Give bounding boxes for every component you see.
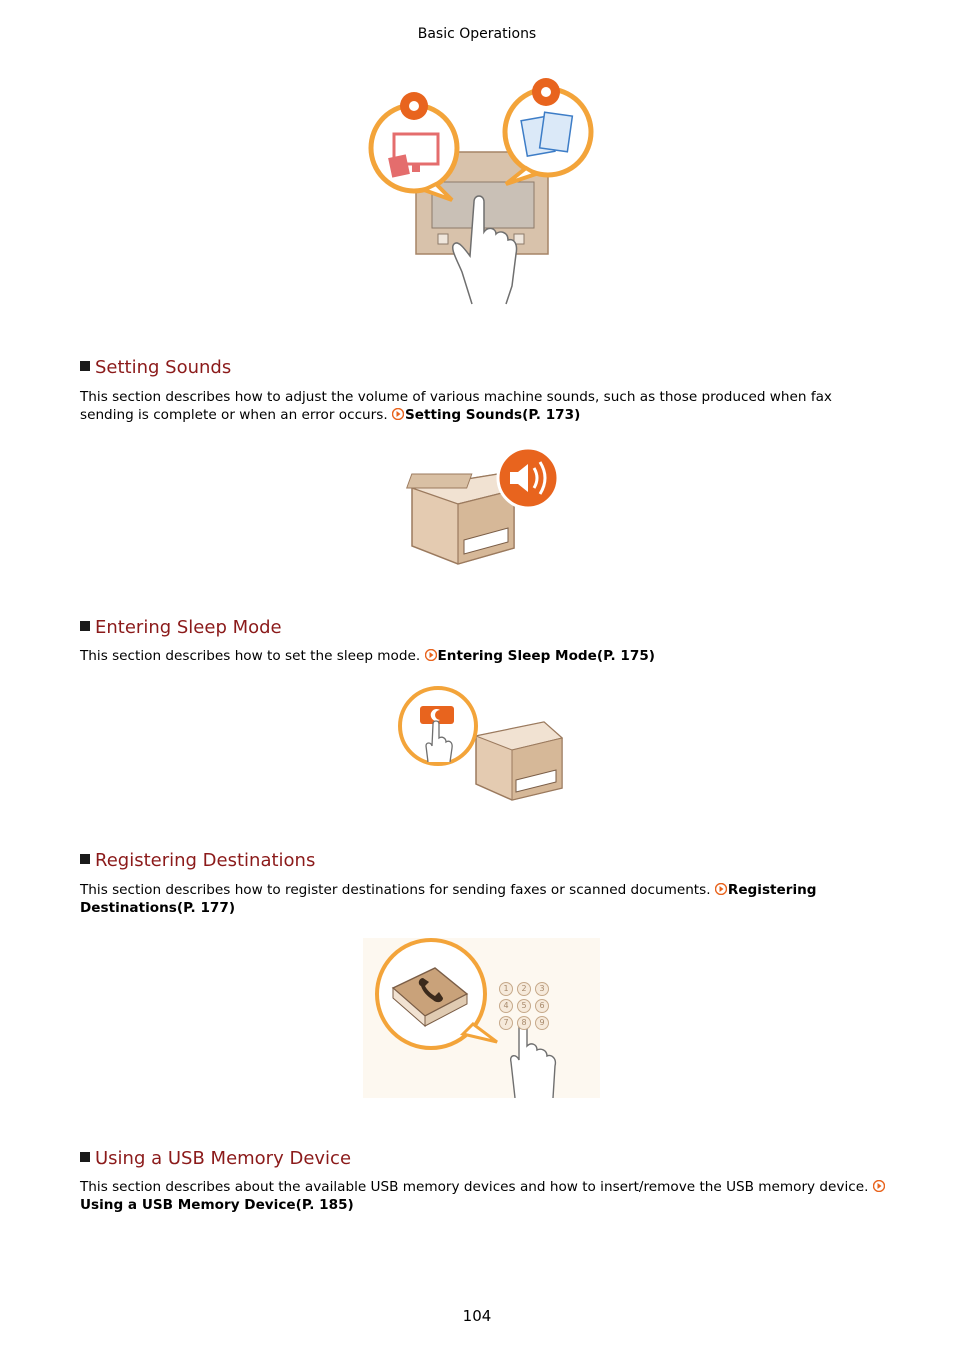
bullet-square-icon <box>80 1152 90 1162</box>
bullet-square-icon <box>80 361 90 371</box>
keypad-key: 9 <box>535 1016 549 1030</box>
bullet-square-icon <box>80 854 90 864</box>
link-arrow-icon <box>873 1180 885 1192</box>
keypad-key: 3 <box>535 982 549 996</box>
section-text-sleep-mode: This section describes how to set the sleep mode. Entering Sleep Mode(P. 175) <box>80 648 656 664</box>
link-setting-sounds[interactable]: Setting Sounds(P. 173) <box>392 407 580 423</box>
link-usb-memory[interactable]: Using a USB Memory Device(P. 185) <box>80 1179 886 1213</box>
link-arrow-icon <box>715 883 727 895</box>
section-heading-sleep-mode: Entering Sleep Mode <box>80 617 282 638</box>
link-sleep-mode[interactable]: Entering Sleep Mode(P. 175) <box>425 648 656 664</box>
section-text-registering-destinations: This section describes how to register destinations for sending faxes or scanned documents. Registering Destinations(P. 177) <box>80 882 817 916</box>
link-arrow-icon <box>392 408 404 420</box>
section-heading-registering-destinations: Registering Destinations <box>80 850 315 871</box>
keypad-key: 4 <box>499 999 513 1013</box>
address-book-keypad-illustration <box>363 938 600 1098</box>
link-registering-destinations[interactable]: Registering Destinations(P. 177) <box>80 882 817 916</box>
printer-sound-illustration <box>402 446 562 570</box>
section-heading-setting-sounds: Setting Sounds <box>80 357 231 378</box>
keypad-key: 2 <box>517 982 531 996</box>
keypad-key: 8 <box>517 1016 531 1030</box>
keypad <box>499 982 553 1032</box>
link-arrow-icon <box>425 649 437 661</box>
keypad-key: 1 <box>499 982 513 996</box>
keypad-key: 6 <box>535 999 549 1013</box>
page-number: 104 <box>462 1307 492 1325</box>
section-text-setting-sounds: This section describes how to adjust the volume of various machine sounds, such as those produced when fax sending is complete or when an error occurs. Setting Sounds(P. 173) <box>80 389 832 423</box>
bullet-square-icon <box>80 621 90 631</box>
control-panel-illustration <box>366 72 598 308</box>
keypad-key: 5 <box>517 999 531 1013</box>
section-heading-usb-memory: Using a USB Memory Device <box>80 1148 351 1169</box>
sleep-mode-illustration <box>396 684 568 802</box>
running-header: Basic Operations <box>417 26 537 42</box>
section-text-usb-memory: This section describes about the available USB memory devices and how to insert/remove the USB memory device. Using a USB Memory Device(P. 185) <box>80 1179 888 1214</box>
keypad-key: 7 <box>499 1016 513 1030</box>
